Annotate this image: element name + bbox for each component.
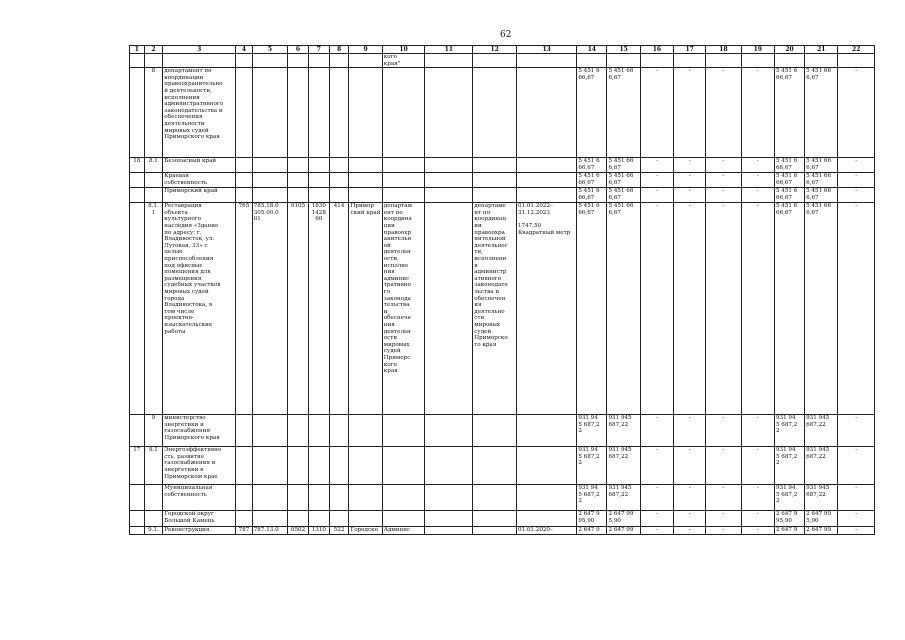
- page-number: 62: [500, 30, 512, 40]
- table-cell: департамент по координации правоохранительно й деятельности, исполнения административного законодательства и обеспечения деятельности мировых судей Приморского края: [163, 68, 236, 158]
- table-cell: -: [706, 158, 741, 173]
- table-cell: -: [674, 173, 706, 188]
- table-row: [130, 527, 875, 535]
- header-cell: 3: [163, 46, 236, 54]
- table-cell: 787.13.0: [252, 527, 287, 535]
- table-cell: -: [640, 68, 673, 158]
- table-cell: 5 451 6 66,67: [774, 188, 804, 203]
- table-cell: [473, 188, 517, 203]
- header-cell: 2: [144, 46, 163, 54]
- table-cell: -: [706, 485, 741, 511]
- table-cell: -: [640, 173, 673, 188]
- table-cell: [425, 54, 473, 68]
- table-cell: 5 451 6 66,67: [577, 68, 607, 158]
- table-row: [130, 447, 875, 485]
- table-cell: 931 94 5 687,2 2: [774, 447, 804, 485]
- table-cell: [516, 68, 576, 158]
- table-cell: [425, 188, 473, 203]
- table-cell: [473, 415, 517, 447]
- table-cell: [288, 415, 309, 447]
- header-cell: 6: [288, 46, 309, 54]
- header-row: [130, 46, 875, 54]
- table-cell: [288, 511, 309, 527]
- table-cell: -: [640, 415, 673, 447]
- table-cell: Безопасный край: [163, 158, 236, 173]
- table-cell: 785.18.0 305.00.0 01: [252, 203, 287, 415]
- table-cell: [308, 188, 329, 203]
- table-cell: 931 94 5 687,2 2: [774, 485, 804, 511]
- table-row: [130, 415, 875, 447]
- table-cell: 931 945 687,22: [607, 447, 640, 485]
- table-cell: [144, 485, 163, 511]
- table-cell: [308, 485, 329, 511]
- table-cell: [144, 188, 163, 203]
- table-cell: Муниципальная собственность: [163, 485, 236, 511]
- table-cell: [329, 485, 349, 511]
- table-cell: [308, 511, 329, 527]
- table-cell: [473, 173, 517, 188]
- table-cell: -: [838, 173, 875, 188]
- table-cell: [329, 415, 349, 447]
- table-row: [130, 173, 875, 188]
- table-cell: [130, 203, 145, 415]
- table-cell: 5 451 6 66,67: [774, 158, 804, 173]
- table-cell: Админис: [382, 527, 425, 535]
- table-cell: -: [706, 68, 741, 158]
- table-cell: 5 451 66 6,67: [805, 173, 838, 188]
- table-cell: -: [741, 447, 774, 485]
- table-cell: 0105: [288, 203, 309, 415]
- table-cell: 5 451 6 66,67: [577, 203, 607, 415]
- table-cell: [130, 54, 145, 68]
- table-cell: [516, 511, 576, 527]
- table-cell: Примор ский край: [349, 203, 382, 415]
- table-cell: [382, 158, 425, 173]
- table-cell: 2 647 9 95,90: [577, 511, 607, 527]
- table-cell: -: [838, 68, 875, 158]
- table-cell: министерство энергетики и газоснабжения Приморского края: [163, 415, 236, 447]
- table-cell: 8.1: [144, 158, 163, 173]
- table-cell: [252, 54, 287, 68]
- table-cell: [516, 158, 576, 173]
- table-cell: [130, 188, 145, 203]
- table-cell: 01.01.2020–: [516, 527, 576, 535]
- table-cell: 5 451 6 66,67: [577, 188, 607, 203]
- table-cell: -: [741, 511, 774, 527]
- table-cell: -: [838, 485, 875, 511]
- table-cell: 931 945 687,22: [805, 447, 838, 485]
- table-cell: 0502: [288, 527, 309, 535]
- table-cell: [236, 158, 253, 173]
- table-cell: [308, 68, 329, 158]
- table-row: [130, 68, 875, 158]
- table-cell: -: [674, 415, 706, 447]
- table-cell: [252, 158, 287, 173]
- table-cell: -: [741, 203, 774, 415]
- table-cell: [577, 54, 607, 68]
- header-cell: 20: [774, 46, 804, 54]
- table-cell: 2 647 9: [577, 527, 607, 535]
- table-cell: 01.01.2022– 31.12.2023 1747,50 Квадратный метр: [516, 203, 576, 415]
- table-cell: [329, 188, 349, 203]
- table-cell: 5 451 66 6,67: [805, 203, 838, 415]
- table-cell: -: [838, 415, 875, 447]
- table-cell: [252, 68, 287, 158]
- header-cell: 16: [640, 46, 673, 54]
- header-cell: 15: [607, 46, 640, 54]
- table-cell: [349, 511, 382, 527]
- table-cell: 2 647 99: [805, 527, 838, 535]
- table-cell: 931 945 687,22: [805, 485, 838, 511]
- table-cell: -: [674, 447, 706, 485]
- header-cell: 17: [674, 46, 706, 54]
- table-cell: -: [741, 68, 774, 158]
- table-cell: -: [640, 447, 673, 485]
- table-cell: 931 94 5 687,2 2: [774, 415, 804, 447]
- header-cell: 5: [252, 46, 287, 54]
- table-cell: [308, 415, 329, 447]
- table-cell: [130, 173, 145, 188]
- table-cell: [838, 54, 875, 68]
- table-cell: 5 451 66 6,67: [805, 158, 838, 173]
- table-cell: [130, 415, 145, 447]
- table-cell: [288, 447, 309, 485]
- table-cell: -: [640, 527, 673, 535]
- header-cell: 12: [473, 46, 517, 54]
- header-cell: 18: [706, 46, 741, 54]
- table-cell: [288, 68, 309, 158]
- table-cell: [130, 485, 145, 511]
- table-cell: [252, 447, 287, 485]
- table-cell: 931 945 687,22: [805, 415, 838, 447]
- header-cell: 10: [382, 46, 425, 54]
- table-cell: -: [640, 158, 673, 173]
- table-cell: [349, 158, 382, 173]
- table-cell: -: [741, 158, 774, 173]
- table-cell: -: [674, 511, 706, 527]
- table-row: [130, 158, 875, 173]
- table-cell: 5 451 66 6,67: [607, 188, 640, 203]
- table-cell: [425, 527, 473, 535]
- table-cell: [252, 173, 287, 188]
- table-cell: 787: [236, 527, 253, 535]
- table-cell: [674, 54, 706, 68]
- table-cell: 522: [329, 527, 349, 535]
- table-cell: [288, 158, 309, 173]
- table-cell: 765: [236, 203, 253, 415]
- table-cell: [349, 485, 382, 511]
- table-cell: [163, 54, 236, 68]
- table-cell: [473, 447, 517, 485]
- table-cell: [130, 68, 145, 158]
- table-cell: [349, 173, 382, 188]
- table-cell: 9.1: [144, 447, 163, 485]
- table-cell: -: [674, 68, 706, 158]
- header-cell: 1: [130, 46, 145, 54]
- table-cell: [516, 188, 576, 203]
- table-cell: 2 647 99 5,90: [607, 511, 640, 527]
- table-cell: [473, 68, 517, 158]
- table-cell: 1310: [308, 527, 329, 535]
- table-cell: [144, 54, 163, 68]
- table-cell: [308, 447, 329, 485]
- table-cell: департаме нт по координац ии правоохра нительной деятельнос ти, исполнени я администр ативного законодате льства и обеспечен ия деятельно сти мировых судей Приморско го края: [473, 203, 517, 415]
- table-cell: 5 451 66 6,67: [607, 203, 640, 415]
- table-cell: -: [706, 447, 741, 485]
- table-cell: [774, 54, 804, 68]
- table-cell: [130, 511, 145, 527]
- table-cell: [349, 68, 382, 158]
- table-cell: 5 451 6 66,67: [774, 173, 804, 188]
- table-cell: [236, 188, 253, 203]
- table-cell: [144, 511, 163, 527]
- table-cell: [308, 158, 329, 173]
- table-cell: 2 647 99: [607, 527, 640, 535]
- table-cell: департам ент по координа ции правоохр анительн ой деятельн ости, исполне ния админис тративно го законода тельства и обеспече ния деятельн ости мировых судей Приморс кого края: [382, 203, 425, 415]
- table-cell: [382, 447, 425, 485]
- header-cell: 19: [741, 46, 774, 54]
- table-cell: [425, 158, 473, 173]
- table-cell: -: [706, 511, 741, 527]
- table-cell: [236, 54, 253, 68]
- table-cell: [329, 173, 349, 188]
- table-cell: -: [674, 527, 706, 535]
- table-cell: [329, 511, 349, 527]
- table-cell: 5 451 66 6,67: [607, 68, 640, 158]
- table-cell: Реставрация объекта культурного наследия «Здание по адресу: г. Владивосток, ул. Луговая, 33» с целью приспособления под офисные помещения для размещения судебных участков мировых судей города Владивостока, в том числе проектно- изыскательские работы: [163, 203, 236, 415]
- table-cell: [349, 54, 382, 68]
- table-cell: -: [640, 203, 673, 415]
- table-cell: -: [838, 158, 875, 173]
- table-cell: 18: [130, 158, 145, 173]
- table-cell: -: [640, 485, 673, 511]
- table-cell: -: [640, 188, 673, 203]
- table-cell: 9.1.: [144, 527, 163, 535]
- table-cell: [144, 173, 163, 188]
- table-cell: 5 451 66 6,67: [805, 68, 838, 158]
- table-cell: 5 451 6 66,67: [577, 158, 607, 173]
- table-cell: 2 647 99 5,90: [805, 511, 838, 527]
- header-cell: 21: [805, 46, 838, 54]
- table-cell: [425, 173, 473, 188]
- table-cell: [706, 54, 741, 68]
- table-cell: [288, 485, 309, 511]
- table-cell: [516, 173, 576, 188]
- table-cell: -: [741, 485, 774, 511]
- table-cell: 9: [144, 415, 163, 447]
- table-cell: [425, 68, 473, 158]
- table-cell: [130, 527, 145, 535]
- table-row: [130, 511, 875, 527]
- table-cell: 1830 1428 60: [308, 203, 329, 415]
- table-cell: -: [674, 158, 706, 173]
- table-cell: [349, 415, 382, 447]
- table-cell: 5 451 66 6,67: [607, 158, 640, 173]
- table-cell: Краевая собственность: [163, 173, 236, 188]
- table-cell: [329, 68, 349, 158]
- table-cell: [640, 54, 673, 68]
- table-cell: [382, 485, 425, 511]
- table-cell: [382, 188, 425, 203]
- table-cell: [425, 415, 473, 447]
- table-cell: -: [706, 527, 741, 535]
- table-cell: Приморский край: [163, 188, 236, 203]
- table-cell: 5 451 66 6,67: [607, 173, 640, 188]
- table-row: [130, 203, 875, 415]
- table-cell: [425, 511, 473, 527]
- header-cell: 7: [308, 46, 329, 54]
- table-cell: [236, 68, 253, 158]
- table-cell: -: [706, 173, 741, 188]
- table-cell: 931 94 5 687,2 2: [577, 447, 607, 485]
- table-cell: -: [741, 527, 774, 535]
- table-cell: 931 945 687,22: [607, 415, 640, 447]
- table-cell: [473, 158, 517, 173]
- table-cell: -: [838, 527, 875, 535]
- table-cell: [288, 188, 309, 203]
- table-cell: -: [838, 203, 875, 415]
- table-cell: 8.1. 1: [144, 203, 163, 415]
- table-cell: кого края": [382, 54, 425, 68]
- table-cell: [382, 68, 425, 158]
- table-cell: Городской округ Большой Камень: [163, 511, 236, 527]
- table-cell: [516, 447, 576, 485]
- table-cell: -: [706, 188, 741, 203]
- table-cell: -: [838, 188, 875, 203]
- table-cell: Реконструкция: [163, 527, 236, 535]
- table-cell: 5 451 6 66,67: [774, 203, 804, 415]
- table-cell: [382, 173, 425, 188]
- table-cell: [349, 447, 382, 485]
- table-cell: [329, 447, 349, 485]
- table-cell: -: [706, 203, 741, 415]
- table-cell: [329, 158, 349, 173]
- table-cell: [473, 54, 517, 68]
- header-cell: 14: [577, 46, 607, 54]
- table-cell: [252, 511, 287, 527]
- header-cell: 11: [425, 46, 473, 54]
- table-cell: 17: [130, 447, 145, 485]
- table-cell: [236, 415, 253, 447]
- table-cell: [425, 447, 473, 485]
- table-cell: -: [741, 173, 774, 188]
- table-cell: [805, 54, 838, 68]
- table-cell: [349, 188, 382, 203]
- table-cell: -: [674, 485, 706, 511]
- header-cell: 13: [516, 46, 576, 54]
- table-cell: [741, 54, 774, 68]
- table-cell: [236, 173, 253, 188]
- table-cell: [236, 447, 253, 485]
- table-cell: [473, 511, 517, 527]
- header-cell: 9: [349, 46, 382, 54]
- table-cell: [473, 527, 517, 535]
- table-cell: 5 451 6 66,67: [577, 173, 607, 188]
- table-cell: 414: [329, 203, 349, 415]
- table-cell: -: [640, 511, 673, 527]
- table-cell: Городско: [349, 527, 382, 535]
- table-cell: [329, 54, 349, 68]
- table-cell: 2 647 9 95,90: [774, 511, 804, 527]
- table-cell: [236, 485, 253, 511]
- table-cell: 2 647 9: [774, 527, 804, 535]
- table-cell: -: [706, 415, 741, 447]
- table-cell: [473, 485, 517, 511]
- table-cell: -: [674, 188, 706, 203]
- table-cell: [516, 415, 576, 447]
- table-cell: [288, 54, 309, 68]
- table-cell: [382, 511, 425, 527]
- table-row: [130, 54, 875, 68]
- header-cell: 4: [236, 46, 253, 54]
- table-cell: [607, 54, 640, 68]
- table-cell: -: [838, 447, 875, 485]
- table-row: [130, 188, 875, 203]
- table-cell: 5 451 66 6,67: [805, 188, 838, 203]
- table-cell: [516, 54, 576, 68]
- table-cell: 8: [144, 68, 163, 158]
- table-cell: [425, 485, 473, 511]
- table-cell: -: [838, 511, 875, 527]
- table-cell: [236, 511, 253, 527]
- table-cell: Энергоэффективно сть, развитие газоснабжения и энергетики в Приморском крае: [163, 447, 236, 485]
- table-cell: -: [674, 203, 706, 415]
- table-cell: [288, 173, 309, 188]
- table-cell: [516, 485, 576, 511]
- header-cell: 22: [838, 46, 875, 54]
- table-cell: [382, 415, 425, 447]
- table-cell: [308, 173, 329, 188]
- table-row: [130, 485, 875, 511]
- table-cell: 931 945 687,22: [607, 485, 640, 511]
- table-cell: -: [741, 415, 774, 447]
- budget-table: [129, 45, 875, 535]
- table-cell: [252, 415, 287, 447]
- table-cell: -: [741, 188, 774, 203]
- table-cell: 5 451 6 66,67: [774, 68, 804, 158]
- table-cell: [252, 485, 287, 511]
- table-cell: [252, 188, 287, 203]
- table-cell: [425, 203, 473, 415]
- header-cell: 8: [329, 46, 349, 54]
- table-cell: 931 94 5 687,2 2: [577, 415, 607, 447]
- table-cell: [308, 54, 329, 68]
- table-cell: 931 94 5 687,2 2: [577, 485, 607, 511]
